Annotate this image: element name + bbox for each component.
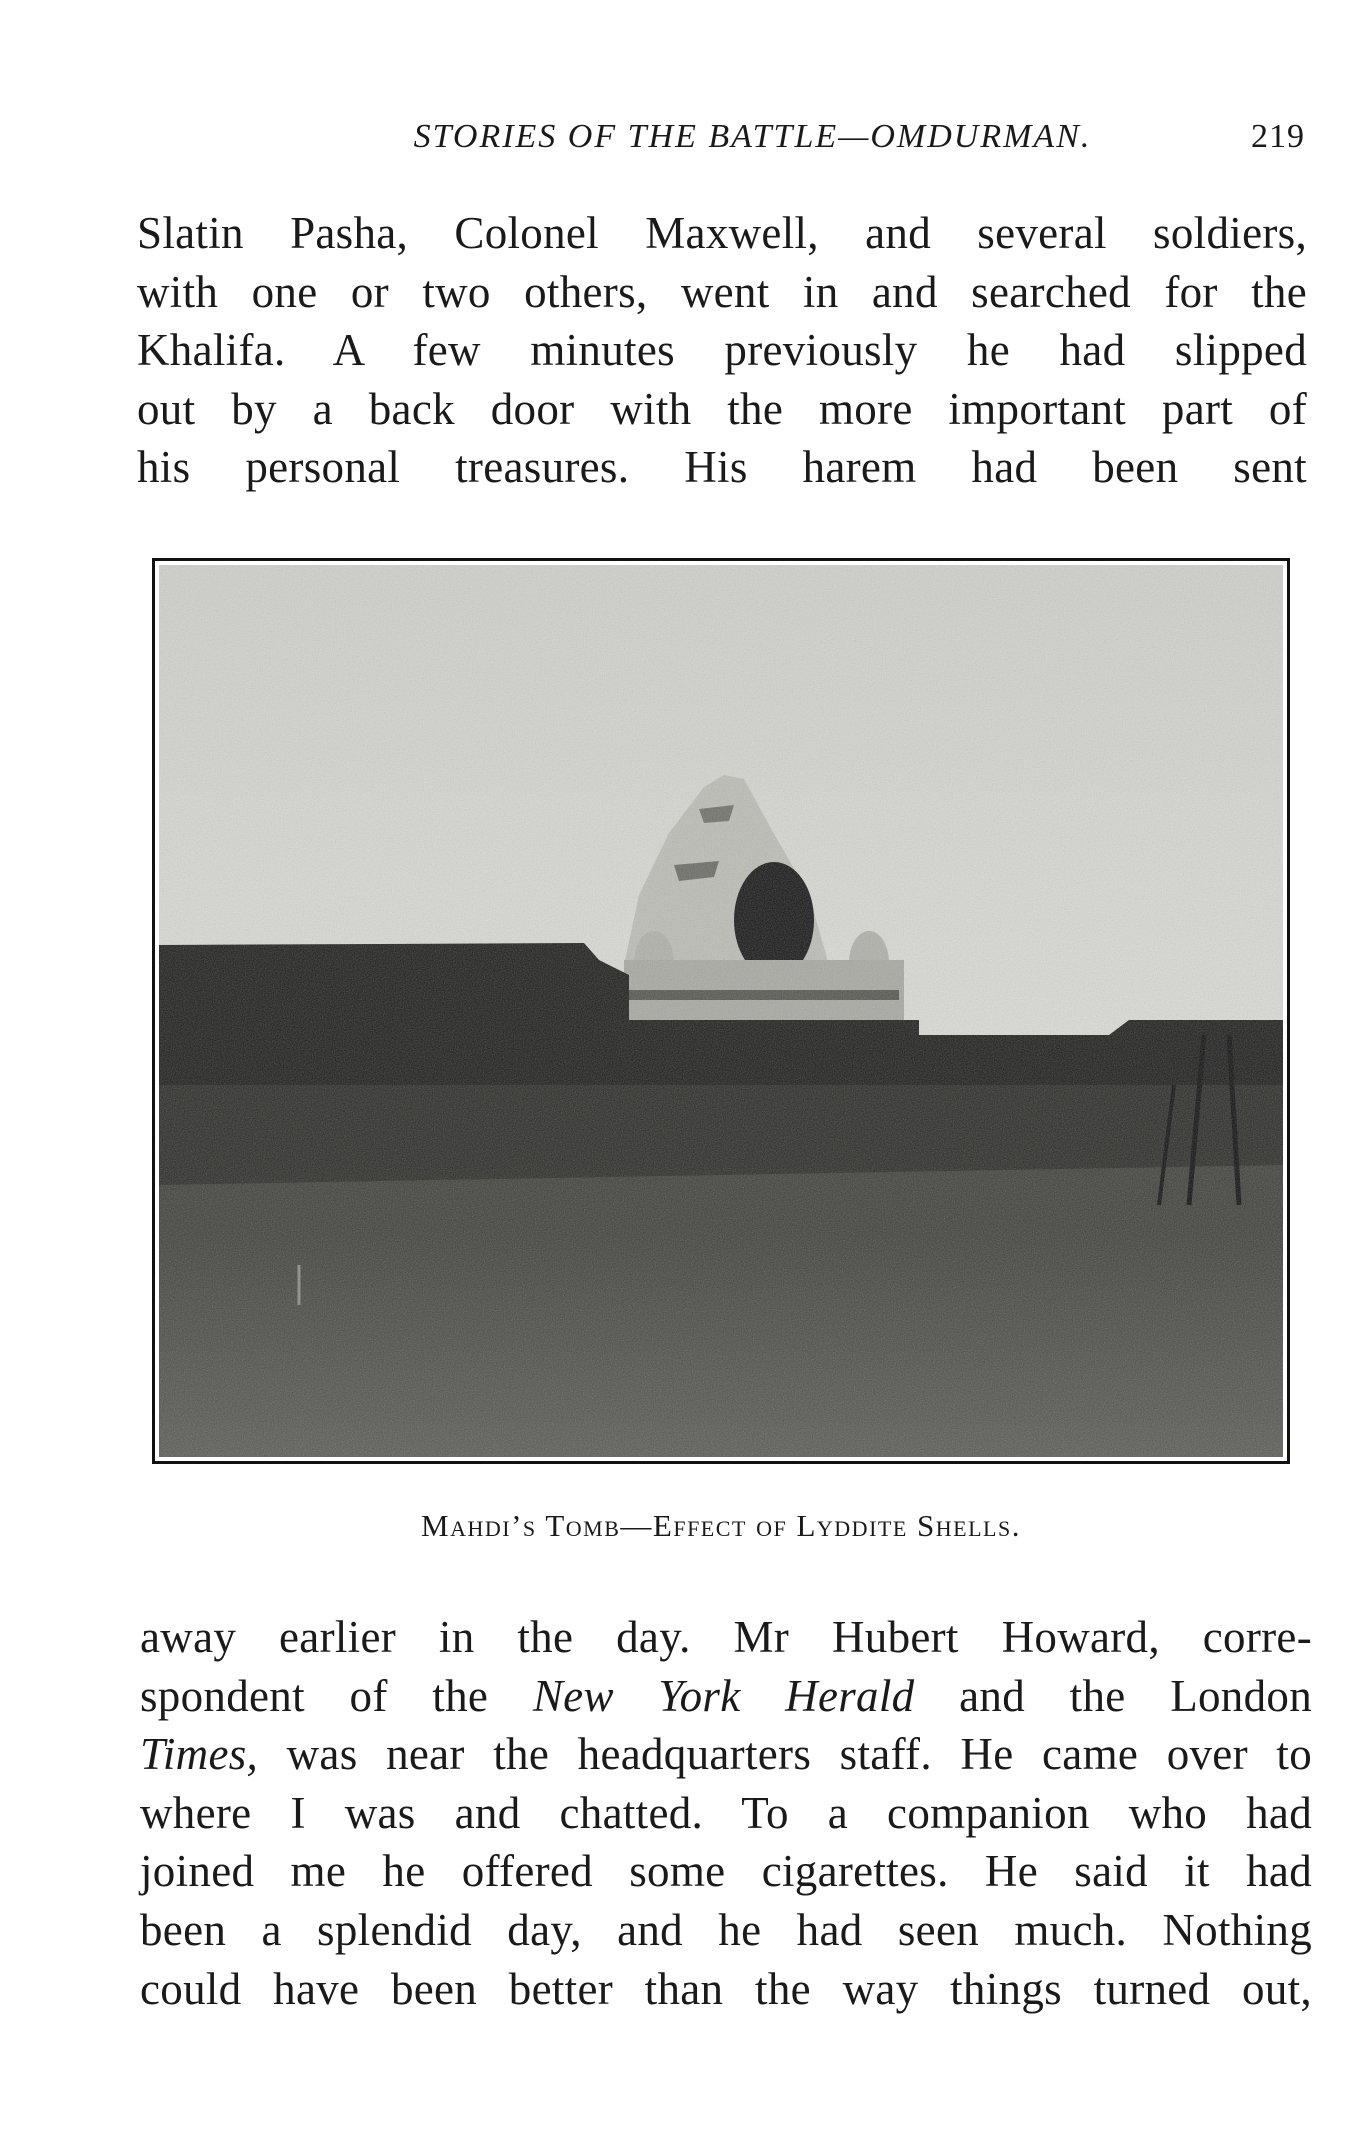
text-line: could have been better than the way things turned out, <box>140 1963 1312 2014</box>
text-line <box>140 1725 1312 1784</box>
photo-plate <box>152 558 1290 1464</box>
newspaper-title: Times, <box>140 1729 259 1780</box>
text-line: Khalifa. A few minutes previously he had slipped <box>137 325 1307 376</box>
text-line: been a splendid day, and he had seen much. Nothing <box>140 1904 1312 1955</box>
text-line: joined me he offered some cigarettes. He said it had <box>140 1846 1312 1897</box>
newspaper-title: New York Herald <box>532 1670 915 1721</box>
text-segment: and the London <box>914 1670 1313 1721</box>
running-title: STORIES OF THE BATTLE—OMDURMAN. <box>413 118 1092 155</box>
text-line <box>140 1667 1312 1726</box>
text-line: away earlier in the day. Mr Hubert Howard, corre- <box>140 1612 1312 1662</box>
page-number: 219 <box>1251 118 1305 155</box>
text-line: with one or two others, went in and searched for the <box>137 266 1307 317</box>
text-segment: was near the headquarters staff. He came over to <box>258 1729 1312 1780</box>
text-line: out by a back door with the more important part of <box>137 383 1307 434</box>
figure-caption: Mahdi’s Tomb—Effect of Lyddite Shells. <box>421 1508 1021 1543</box>
paragraph-bottom <box>140 1608 1312 2018</box>
text-line: Slatin Pasha, Colonel Maxwell, and several soldiers, <box>137 208 1307 258</box>
text-line: his personal treasures. His harem had been sent <box>137 442 1307 493</box>
tomb-photograph <box>159 565 1283 1457</box>
running-head <box>140 118 1305 168</box>
paragraph-top <box>137 204 1307 497</box>
text-line: where I was and chatted. To a companion who had <box>140 1787 1312 1838</box>
text-segment: spondent of the <box>140 1670 533 1721</box>
